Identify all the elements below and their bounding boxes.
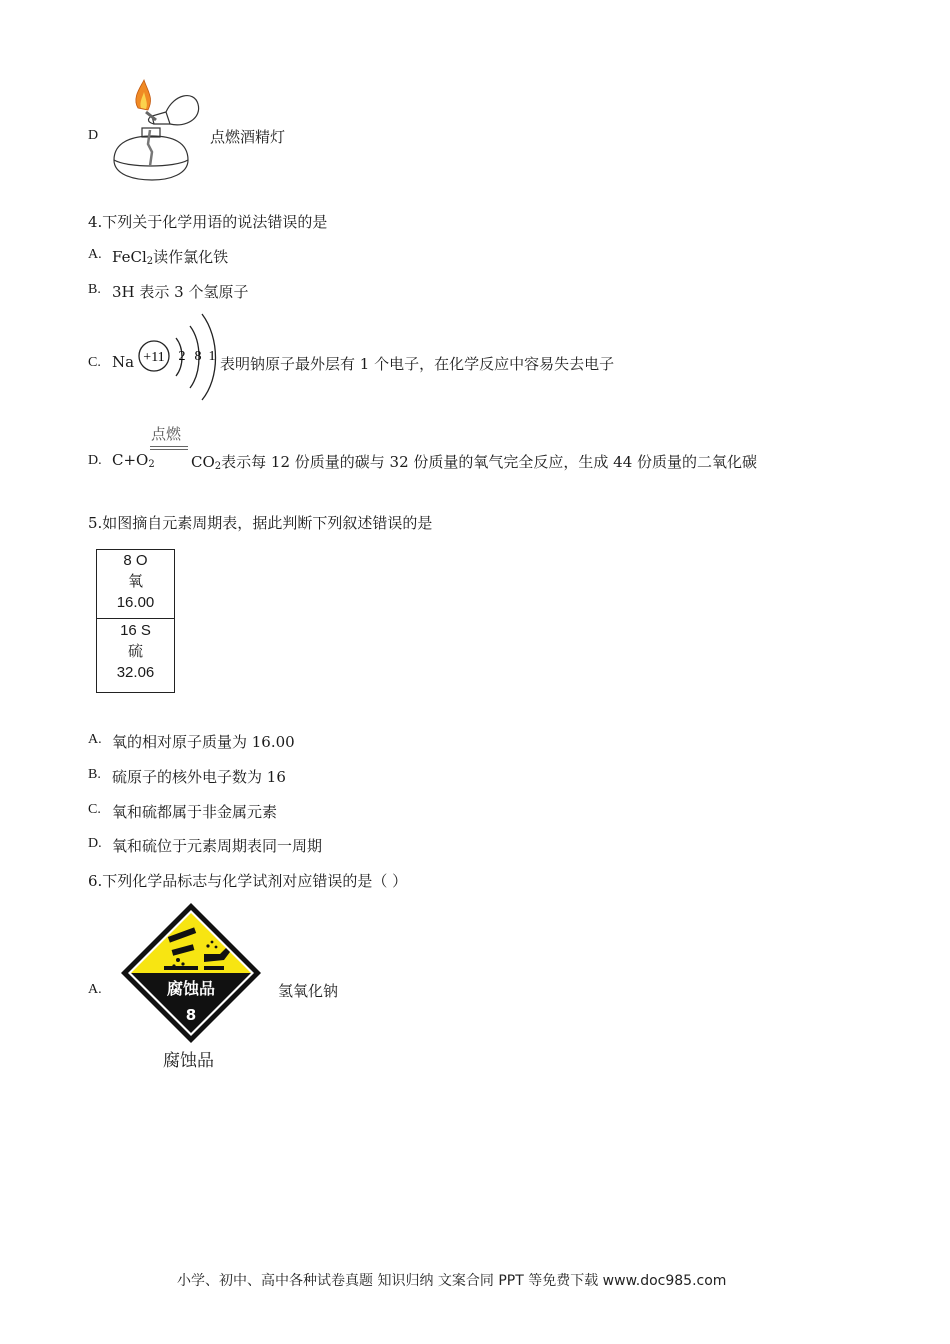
element-name: 氧 bbox=[127, 573, 143, 590]
q4-d-text: 表示每 12 份质量的碳与 32 份质量的氧气完全反应，生成 44 份质量的二氧化碳 bbox=[221, 453, 758, 471]
shell-2-electrons: 8 bbox=[194, 349, 202, 364]
q5-stem: 5.如图摘自元素周期表，据此判断下列叙述错误的是 bbox=[88, 514, 433, 532]
reaction-arrow-line-bottom bbox=[150, 449, 188, 450]
q4-a-formula-sub: 2 bbox=[146, 256, 154, 267]
q5-b-text: 硫原子的核外电子数为 16 bbox=[112, 768, 286, 786]
q4-a-content bbox=[112, 246, 228, 267]
element-mass: 16.00 bbox=[116, 594, 155, 611]
q5-c-letter: C. bbox=[88, 802, 101, 817]
q5-c-text: 氧和硫都属于非金属元素 bbox=[112, 803, 278, 821]
q4-c-letter: C. bbox=[88, 355, 101, 370]
q4-d-content bbox=[191, 451, 757, 472]
element-number-symbol: 8 O bbox=[123, 552, 148, 569]
element-number-symbol: 16 S bbox=[120, 622, 151, 639]
reaction-condition: 点燃 bbox=[151, 425, 182, 443]
reaction-arrow-line-top bbox=[150, 446, 188, 447]
alcohol-lamp-lighting-icon bbox=[108, 78, 204, 186]
hazard-caption: 腐蚀品 bbox=[163, 1051, 214, 1071]
q4-b-letter: B. bbox=[88, 282, 101, 297]
shell-1-electrons: 2 bbox=[178, 349, 186, 364]
q4-d-letter: D. bbox=[88, 453, 102, 468]
footer-text: 小学、初中、高中各种试卷真题 知识归纳 文案合同 PPT 等免费下载 www.doc985.com bbox=[177, 1273, 727, 1289]
reactants-sub: 2 bbox=[148, 459, 155, 470]
hazard-sign-label: 腐蚀品 bbox=[166, 979, 216, 998]
q4-a-formula: FeCl bbox=[112, 248, 147, 266]
element-name: 硫 bbox=[127, 643, 143, 660]
q4-d-reactants bbox=[112, 451, 155, 470]
product: CO bbox=[191, 453, 215, 471]
product-sub: 2 bbox=[214, 461, 222, 472]
q4-a-text: 读作氯化铁 bbox=[153, 248, 229, 266]
reactants: C+O bbox=[112, 451, 149, 469]
option-d-text: 点燃酒精灯 bbox=[210, 128, 286, 146]
q5-d-letter: D. bbox=[88, 836, 102, 851]
sodium-atom-structure-diagram bbox=[136, 312, 220, 402]
q6-a-letter: A. bbox=[88, 982, 102, 997]
q4-b-text: 3H 表示 3 个氢原子 bbox=[112, 283, 249, 301]
q5-a-letter: A. bbox=[88, 732, 102, 747]
q4-stem: 4.下列关于化学用语的说法错误的是 bbox=[88, 213, 328, 231]
corrosive-hazard-icon bbox=[120, 902, 262, 1044]
hazard-sign-number: 8 bbox=[185, 1006, 197, 1024]
q5-a-text: 氧的相对原子质量为 16.00 bbox=[112, 733, 295, 751]
nucleus-charge: +11 bbox=[143, 350, 165, 365]
q6-stem: 6.下列化学品标志与化学试剂对应错误的是（ ） bbox=[88, 872, 408, 890]
q4-c-symbol: Na bbox=[112, 353, 135, 371]
periodic-cell-oxygen bbox=[96, 549, 175, 619]
q5-b-letter: B. bbox=[88, 767, 101, 782]
shell-3-electrons: 1 bbox=[208, 349, 216, 364]
element-mass: 32.06 bbox=[116, 664, 155, 681]
option-d-letter: D bbox=[88, 128, 99, 143]
q4-c-text: 表明钠原子最外层有 1 个电子，在化学反应中容易失去电子 bbox=[220, 355, 615, 373]
q5-d-text: 氧和硫位于元素周期表同一周期 bbox=[112, 837, 323, 855]
q4-a-letter: A. bbox=[88, 247, 102, 262]
q6-a-text: 氢氧化钠 bbox=[278, 982, 339, 1000]
periodic-cell-sulfur bbox=[96, 618, 175, 693]
